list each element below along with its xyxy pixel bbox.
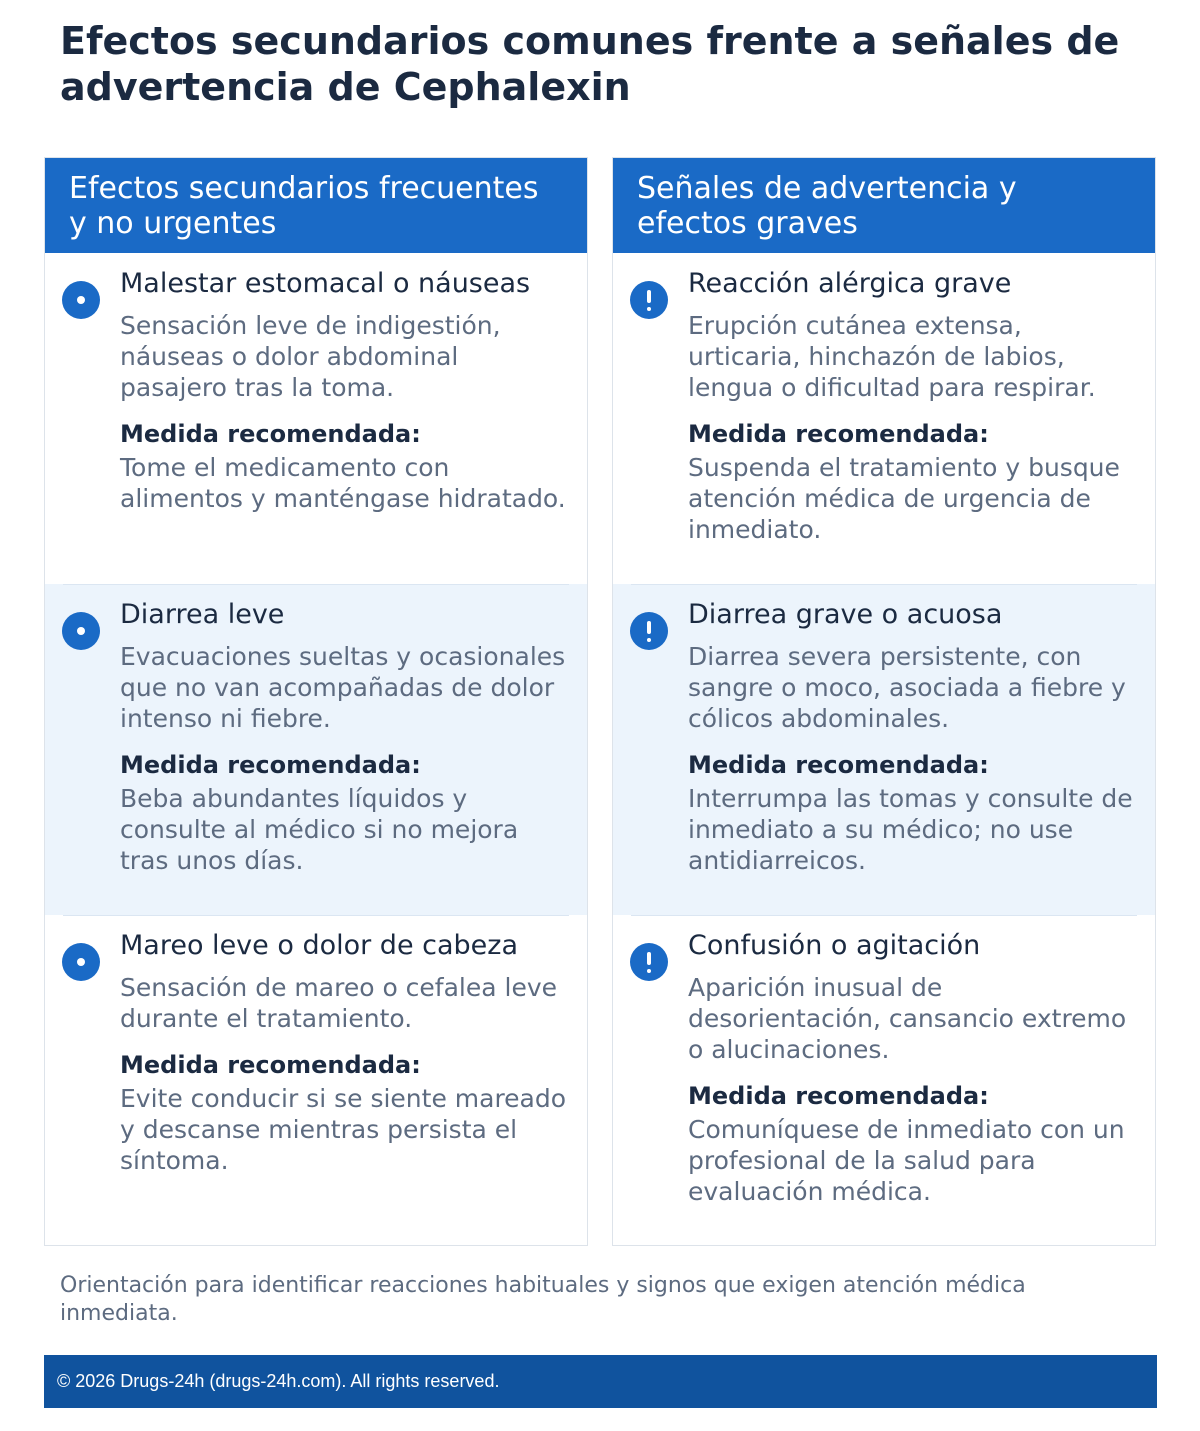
dot-circle-icon <box>62 943 100 981</box>
item-description: Sensación leve de indigestión, náuseas o dolor abdominal pasajero tras la toma. <box>120 311 501 402</box>
item-title: Reacción alérgica grave <box>688 268 1012 299</box>
alert-circle-icon <box>630 612 668 650</box>
item-title: Diarrea grave o acuosa <box>688 599 1003 630</box>
item-description: Sensación de mareo o cefalea leve durante el tratamiento. <box>120 973 558 1033</box>
action-text: Interrumpa las tomas y consulte de inmediato a su médico; no use antidiarreicos. <box>688 784 1133 875</box>
dot-circle-icon <box>62 281 100 319</box>
dot-circle-icon <box>62 612 100 650</box>
action-label: Medida recomendada: <box>688 751 989 779</box>
item-description: Aparición inusual de desorientación, cansancio extremo o alucinaciones. <box>688 973 1127 1064</box>
item-title: Malestar estomacal o náuseas <box>120 268 531 299</box>
list-item <box>613 253 1155 584</box>
copyright-footer: © 2026 Drugs-24h (drugs-24h.com). All rights reserved. <box>44 1355 1157 1408</box>
action-label: Medida recomendada: <box>120 420 421 448</box>
action-text: Evite conducir si se siente mareado y descanse mientras persista el síntoma. <box>120 1084 567 1175</box>
warning-signs-column <box>612 157 1156 1246</box>
column-header-common: Efectos secundarios frecuentes y no urgentes <box>45 158 587 253</box>
item-description: Erupción cutánea extensa, urticaria, hinchazón de labios, lengua o dificultad para respirar. <box>688 311 1096 402</box>
list-item <box>45 915 587 1246</box>
item-description: Evacuaciones sueltas y ocasionales que no van acompañadas de dolor intenso ni fiebre. <box>120 642 566 733</box>
action-label: Medida recomendada: <box>120 751 421 779</box>
action-label: Medida recomendada: <box>688 420 989 448</box>
item-title: Confusión o agitación <box>688 930 981 961</box>
item-title: Mareo leve o dolor de cabeza <box>120 930 518 961</box>
caption: Orientación para identificar reacciones habituales y signos que exigen atención médica inmediata. <box>60 1273 1026 1326</box>
page-title: Efectos secundarios comunes frente a señales de advertencia de Cephalexin <box>60 19 1120 109</box>
action-label: Medida recomendada: <box>120 1051 421 1079</box>
list-item <box>613 584 1155 915</box>
alert-circle-icon <box>630 943 668 981</box>
action-label: Medida recomendada: <box>688 1082 989 1110</box>
item-description: Diarrea severa persistente, con sangre o moco, asociada a fiebre y cólicos abdominales. <box>688 642 1126 733</box>
list-item <box>613 915 1155 1246</box>
column-header-warnings: Señales de advertencia y efectos graves <box>613 158 1155 253</box>
action-text: Beba abundantes líquidos y consulte al médico si no mejora tras unos días. <box>120 784 519 875</box>
action-text: Suspenda el tratamiento y busque atención médica de urgencia de inmediato. <box>688 453 1120 544</box>
alert-circle-icon <box>630 281 668 319</box>
item-title: Diarrea leve <box>120 599 285 630</box>
action-text: Comuníquese de inmediato con un profesional de la salud para evaluación médica. <box>688 1115 1125 1206</box>
list-item <box>45 584 587 915</box>
common-side-effects-column <box>44 157 588 1246</box>
action-text: Tome el medicamento con alimentos y manténgase hidratado. <box>120 453 566 513</box>
list-item <box>45 253 587 584</box>
